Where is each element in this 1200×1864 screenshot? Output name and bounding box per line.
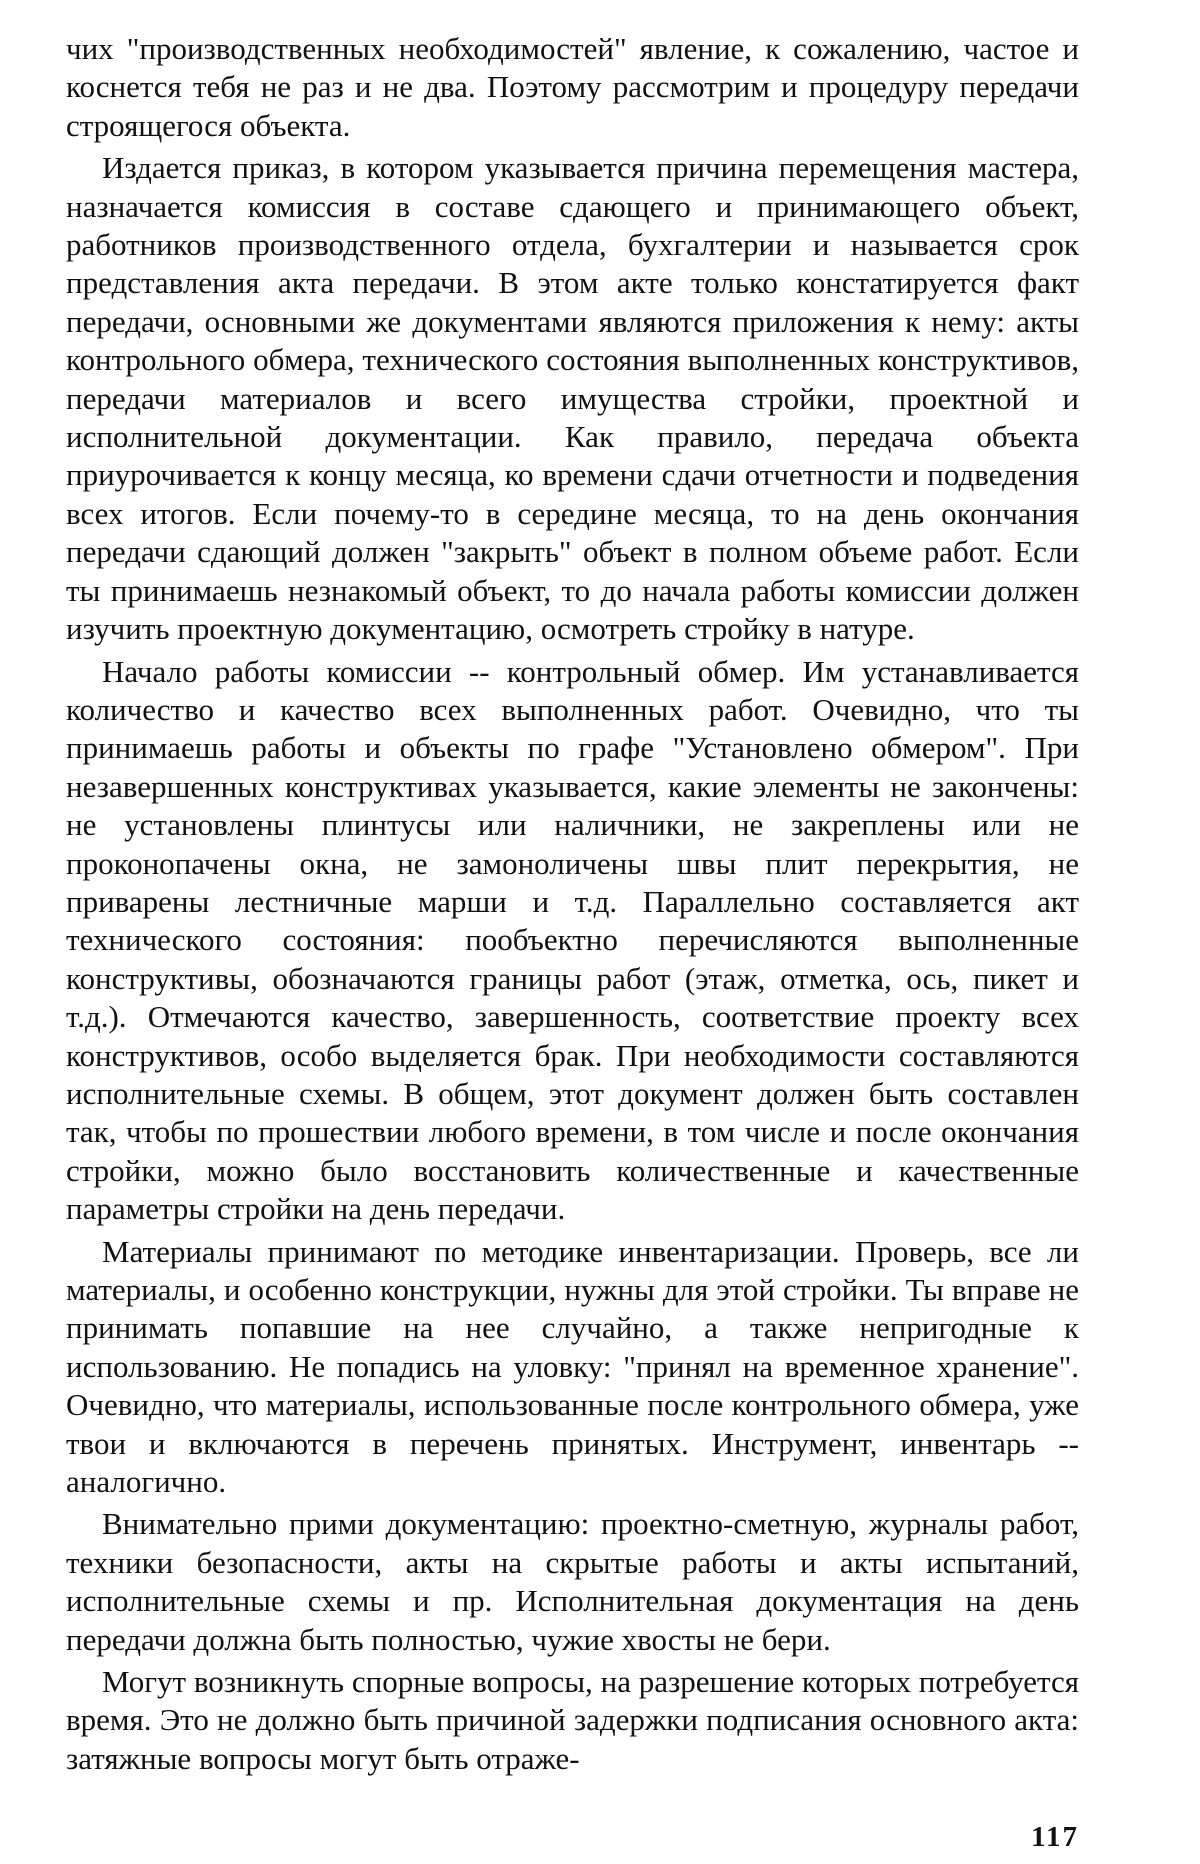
- paragraph-disputed-questions: Могут возникнуть спорные вопросы, на разрешение которых потребуется время. Это не должно быть причиной задержки подписания основного акта: затяжные вопросы могут быть отраже-: [66, 1664, 1079, 1776]
- paragraph-materials-inventory: Материалы принимают по методике инвентаризации. Проверь, все ли материалы, и особенно конструкции, нужны для этой стройки. Ты вправе не принимать попавшие на нее случайно, а также непригодные к использованию. Не попадись на уловку: "принял на временное хранение". Очевидно, что материалы, использованные после контрольного обмера, уже твои и включаются в перечень принятых. Инструмент, инвентарь --аналогично.: [66, 1233, 1079, 1500]
- paragraph-control-measurement: Начало работы комиссии -- контрольный обмер. Им устанавливается количество и качество всех выполненных работ. Очевидно, что ты принимаешь работы и объекты по графе "Установлено обмером". При незавершенных конструктивах указывается, какие элементы не закончены: не установлены плинтусы или наличники, не закреплены или не проконопачены окна, не замоноличены швы плит перекрытия, не приварены лестничные марши и т.д. Параллельно составляется акт технического состояния: пообъектно перечисляются выполненные конструктивы, обозначаются границы работ (этаж, отметка, ось, пикет и т.д.). Отмечаются качество, завершенность, соответствие проекту всех конструктивов, особо выделяется брак. При необходимости составляются исполнительные схемы. В общем, этот документ должен быть составлен так, чтобы по прошествии любого времени, в том числе и после окончания стройки, можно было восстановить количественные и качественные параметры стройки на день передачи.: [66, 653, 1079, 1227]
- book-page: [66, 30, 1079, 1853]
- paragraph-documentation: Внимательно прими документацию: проектно-сметную, журналы работ, техники безопасности, акты на скрытые работы и акты испытаний, исполнительные схемы и пр. Исполнительная документация на день передачи должна быть полностью, чужие хвосты не бери.: [66, 1506, 1079, 1657]
- page-number: 117: [1031, 1821, 1079, 1853]
- paragraph-order-issuance: Издается приказ, в котором указывается причина перемещения мастера, назначается комиссия в составе сдающего и принимающего объект, работников производственного отдела, бухгалтерии и называется срок представления акта передачи. В этом акте только констатируется факт передачи, основными же документами являются приложения к нему: акты контрольного обмера, технического состояния выполненных конструктивов, передачи материалов и всего имущества стройки, проектной и исполнительной документации. Как правило, передача объекта приурочивается к концу месяца, ко времени сдачи отчетности и подведения всех итогов. Если почему-то в середине месяца, то на день окончания передачи сдающий должен "закрыть" объект в полном объеме работ. Если ты принимаешь незнакомый объект, то до начала работы комиссии должен изучить проектную документацию, осмотреть стройку в натуре.: [66, 150, 1079, 647]
- paragraph-continuation: чих "производственных необходимостей" явление, к сожалению, частое и коснется тебя не раз и не два. Поэтому рассмотрим и процедуру передачи строящегося объекта.: [66, 31, 1079, 143]
